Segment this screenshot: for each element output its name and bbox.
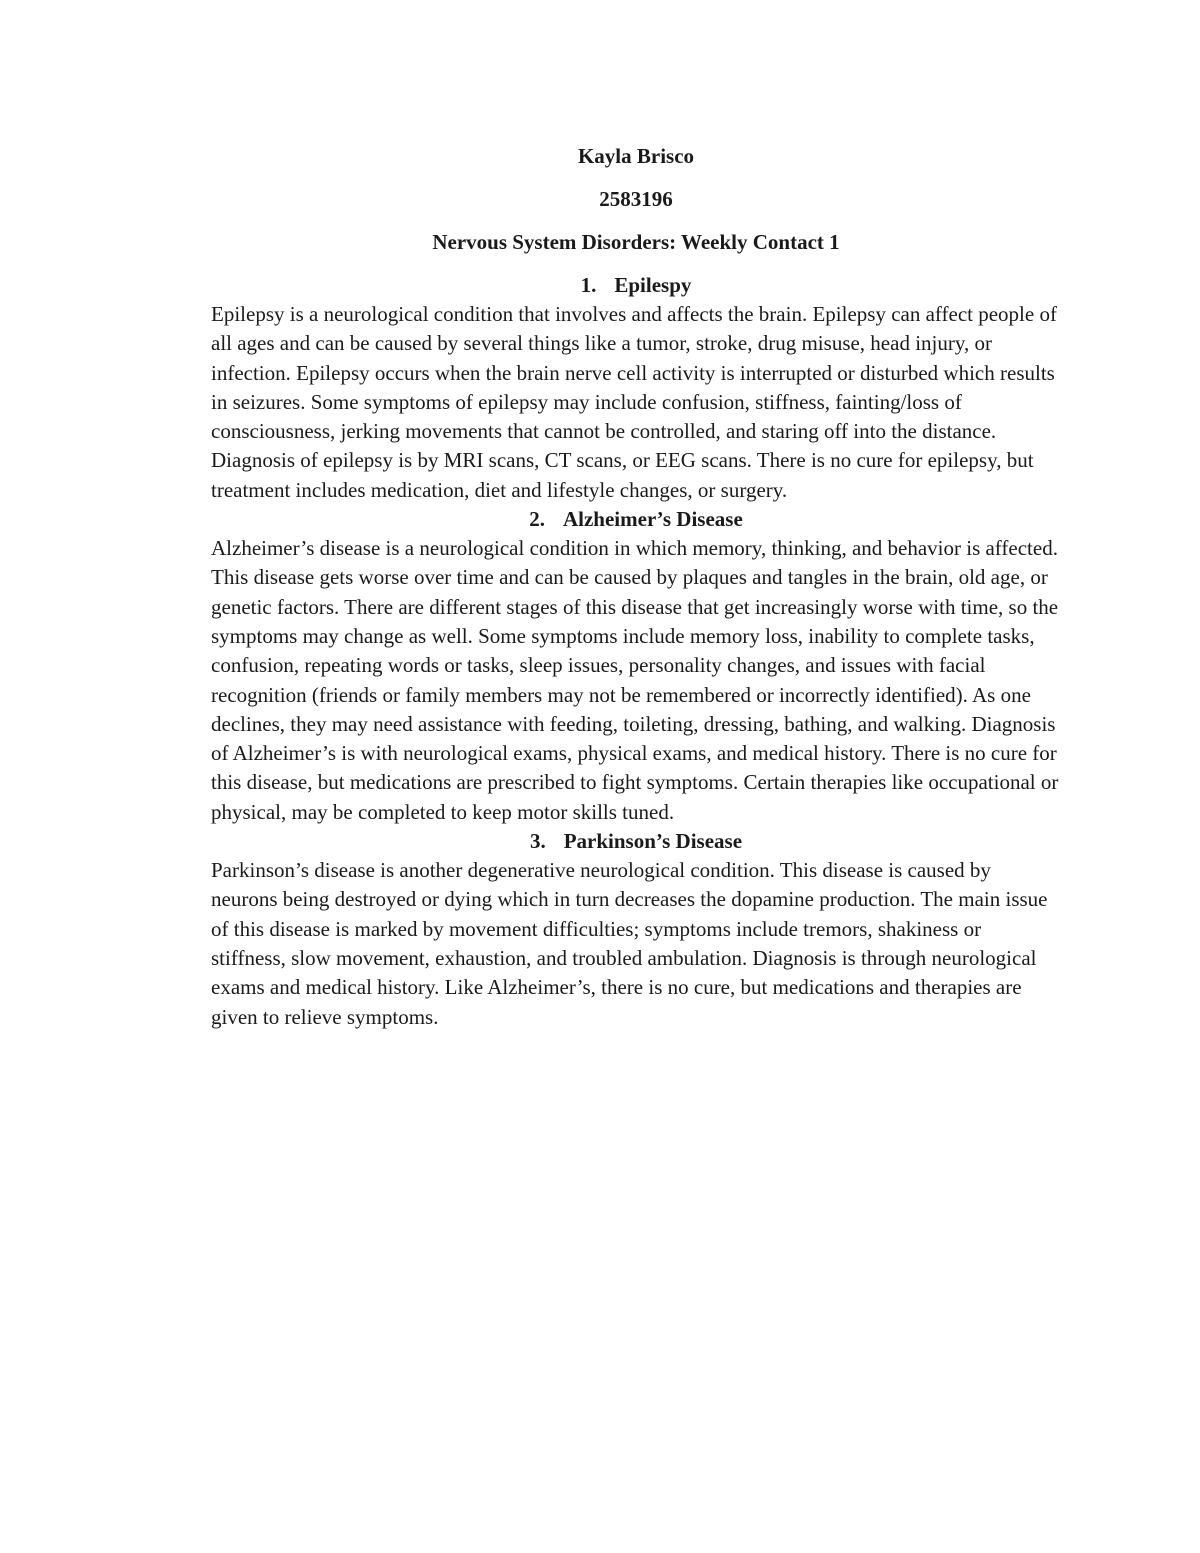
document-title: Nervous System Disorders: Weekly Contact 1 bbox=[432, 230, 840, 254]
section-heading bbox=[211, 505, 1061, 534]
author-name: Kayla Brisco bbox=[577, 144, 695, 168]
student-id: 2583196 bbox=[599, 187, 673, 211]
section-heading bbox=[211, 827, 1061, 856]
section-heading bbox=[211, 271, 1061, 300]
document-content bbox=[211, 142, 1061, 1032]
section-number: 1. bbox=[580, 273, 597, 297]
section-body: Parkinson’s disease is another degenerative neurological condition. This disease is caused by neurons being destroyed or dying which in turn decreases the dopamine production. The main issue of this disease is marked by movement difficulties; symptoms include tremors, shakiness or stiffness, slow movement, exhaustion, and troubled ambulation. Diagnosis is through neurological exams and medical history. Like Alzheimer’s, there is no cure, but medications and therapies are given to relieve symptoms. bbox=[211, 858, 1048, 1029]
section-epilepsy bbox=[211, 271, 1061, 505]
section-body: Alzheimer’s disease is a neurological condition in which memory, thinking, and behavior is affected. This disease gets worse over time and can be caused by plaques and tangles in the brain, old age, or genetic factors. There are different stages of this disease that get increasingly worse with time, so the symptoms may change as well. Some symptoms include memory loss, inability to complete tasks, confusion, repeating words or tasks, sleep issues, personality changes, and issues with facial recognition (friends or family members may not be remembered or incorrectly identified). As one declines, they may need assistance with feeding, toileting, dressing, bathing, and walking. Diagnosis of Alzheimer’s is with neurological exams, physical exams, and medical history. There is no cure for this disease, but medications are prescribed to fight symptoms. Certain therapies like occupational or physical, may be completed to keep motor skills tuned. bbox=[211, 536, 1059, 824]
section-title: Alzheimer’s Disease bbox=[562, 507, 743, 532]
section-number: 2. bbox=[529, 507, 545, 532]
section-alzheimers bbox=[211, 505, 1061, 827]
section-title: Parkinson’s Disease bbox=[563, 829, 743, 854]
section-parkinsons bbox=[211, 827, 1061, 1032]
section-title: Epilespy bbox=[614, 273, 692, 297]
section-number: 3. bbox=[529, 829, 546, 854]
section-body: Epilepsy is a neurological condition that involves and affects the brain. Epilepsy can affect people of all ages and can be caused by several things like a tumor, stroke, drug misuse, head injury, or infection. Epilepsy occurs when the brain nerve cell activity is interrupted or disturbed which results in seizures. Some symptoms of epilepsy may include confusion, stiffness, fainting/loss of consciousness, jerking movements that cannot be controlled, and staring off into the distance. Diagnosis of epilepsy is by MRI scans, CT scans, or EEG scans. There is no cure for epilepsy, but treatment includes medication, diet and lifestyle changes, or surgery. bbox=[211, 302, 1057, 502]
